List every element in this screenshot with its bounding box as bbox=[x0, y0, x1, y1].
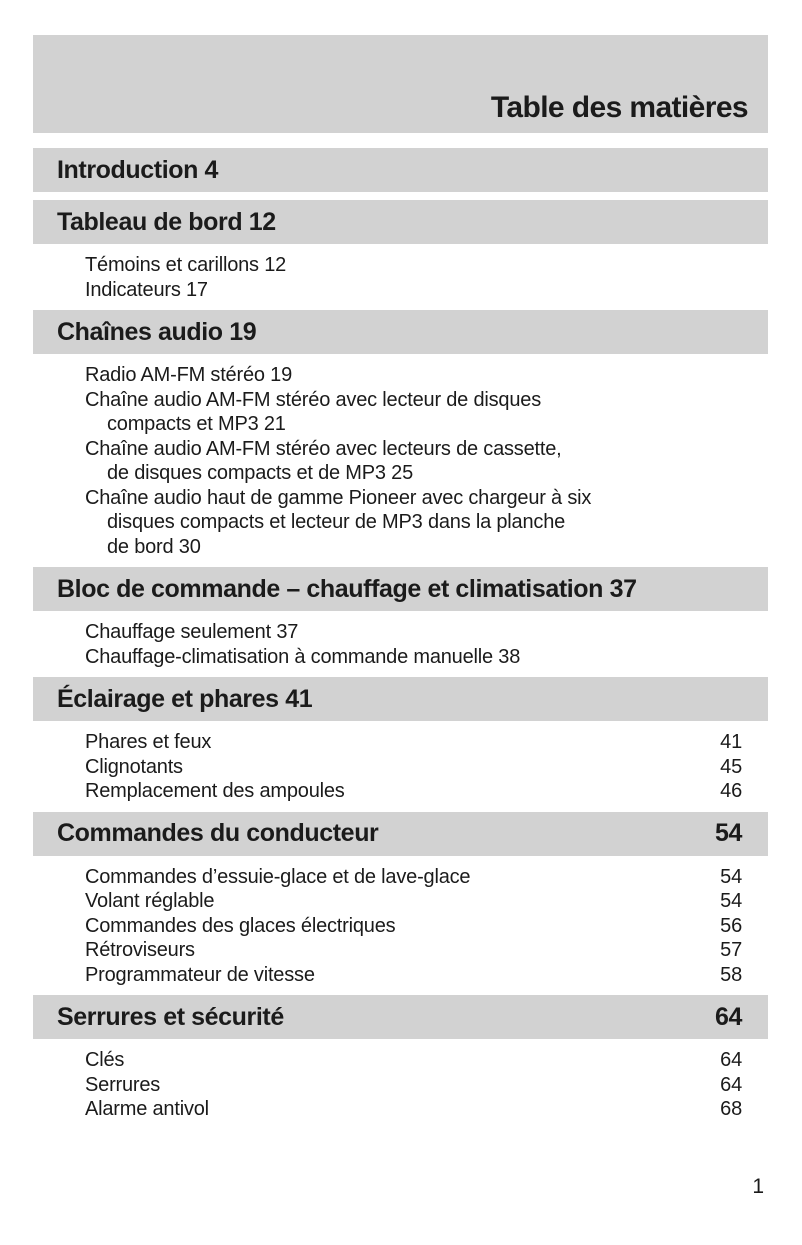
toc-entry-wrap-line: compacts et MP3 21 bbox=[107, 413, 286, 435]
entry-page-number: 58 bbox=[720, 963, 742, 986]
toc-section bbox=[33, 310, 768, 559]
section-title: Commandes du conducteur bbox=[57, 819, 379, 847]
toc-section bbox=[33, 812, 768, 988]
section-title: Serrures et sécurité bbox=[57, 1002, 284, 1031]
section-entries bbox=[33, 721, 768, 804]
section-heading-bar bbox=[33, 310, 768, 354]
toc-entry: Témoins et carillons 12 bbox=[85, 254, 287, 276]
entry-page-number: 64 bbox=[720, 1073, 742, 1096]
toc-entry bbox=[85, 865, 742, 890]
entry-label: Remplacement des ampoules bbox=[85, 780, 345, 802]
page-title: Table des matières bbox=[490, 91, 748, 124]
section-heading-bar bbox=[33, 567, 768, 611]
section-entries bbox=[33, 611, 768, 669]
section-heading-bar bbox=[33, 148, 768, 192]
toc-entry bbox=[85, 914, 742, 939]
toc-entry-wrap-line: disques compacts et lecteur de MP3 dans la planche bbox=[107, 511, 566, 533]
section-page-number: 54 bbox=[714, 819, 742, 847]
toc-section bbox=[33, 200, 768, 302]
toc-entry bbox=[85, 1048, 742, 1073]
toc-entry bbox=[85, 1097, 742, 1122]
toc-entry: Chauffage seulement 37 bbox=[85, 621, 299, 643]
toc-section bbox=[33, 995, 768, 1122]
toc-entry-wrap-line: de disques compacts et de MP3 25 bbox=[107, 462, 414, 484]
entry-label: Programmateur de vitesse bbox=[85, 963, 315, 986]
entry-label: Volant réglable bbox=[85, 890, 215, 912]
toc-entry bbox=[85, 1073, 742, 1098]
entry-page-number: 54 bbox=[720, 865, 742, 888]
entry-page-number: 41 bbox=[720, 731, 742, 753]
entry-label: Clignotants bbox=[85, 755, 183, 778]
section-entries bbox=[33, 354, 768, 559]
entry-label: Commandes des glaces électriques bbox=[85, 914, 396, 937]
section-heading-bar bbox=[33, 995, 768, 1039]
entry-label: Commandes d’essuie-glace et de lave-glace bbox=[85, 865, 471, 888]
page-number: 1 bbox=[752, 1175, 764, 1198]
toc-section bbox=[33, 677, 768, 804]
entry-label: Serrures bbox=[85, 1073, 161, 1096]
entry-label: Rétroviseurs bbox=[85, 939, 195, 961]
toc-entry bbox=[85, 755, 742, 780]
entry-label: Alarme antivol bbox=[85, 1098, 209, 1120]
toc-entry: Indicateurs 17 bbox=[85, 278, 208, 301]
toc-entry bbox=[85, 779, 742, 804]
toc-entry: Chauffage-climatisation à commande manuelle 38 bbox=[85, 645, 521, 668]
section-page-number: 64 bbox=[714, 1002, 742, 1031]
toc-entry bbox=[85, 730, 742, 755]
entry-page-number: 46 bbox=[720, 780, 742, 802]
section-entries bbox=[33, 244, 768, 302]
section-title: Tableau de bord 12 bbox=[57, 207, 276, 236]
toc-entry: Chaîne audio AM-FM stéréo avec lecteurs de cassette, bbox=[85, 437, 562, 460]
toc-entry: Chaîne audio haut de gamme Pioneer avec chargeur à six bbox=[85, 486, 592, 509]
entry-page-number: 57 bbox=[720, 939, 742, 961]
toc-entry: Radio AM-FM stéréo 19 bbox=[85, 364, 292, 386]
section-heading-bar bbox=[33, 200, 768, 244]
section-title: Chaînes audio 19 bbox=[57, 317, 257, 346]
section-heading-bar bbox=[33, 812, 768, 856]
section-title: Bloc de commande – chauffage et climatisation 37 bbox=[57, 574, 637, 603]
toc-entry bbox=[85, 889, 742, 914]
section-entries bbox=[33, 1039, 768, 1122]
toc-section bbox=[33, 567, 768, 669]
entry-page-number: 54 bbox=[720, 890, 742, 912]
toc-sections bbox=[33, 148, 768, 1122]
entry-page-number: 64 bbox=[720, 1049, 742, 1071]
toc-section bbox=[33, 148, 768, 192]
section-title: Éclairage et phares 41 bbox=[57, 684, 313, 713]
toc-entry-wrap-line: de bord 30 bbox=[107, 535, 201, 558]
entry-page-number: 68 bbox=[720, 1098, 742, 1120]
toc-entry bbox=[85, 963, 742, 988]
entry-label: Phares et feux bbox=[85, 731, 212, 753]
section-title: Introduction 4 bbox=[57, 155, 219, 184]
entry-label: Clés bbox=[85, 1049, 125, 1071]
toc-entry: Chaîne audio AM-FM stéréo avec lecteur de disques bbox=[85, 388, 542, 411]
entry-page-number: 45 bbox=[720, 755, 742, 778]
section-entries bbox=[33, 856, 768, 988]
toc-entry bbox=[85, 938, 742, 963]
toc-content bbox=[33, 0, 768, 1122]
entry-page-number: 56 bbox=[720, 914, 742, 937]
page-header bbox=[33, 35, 768, 133]
section-heading-bar bbox=[33, 677, 768, 721]
